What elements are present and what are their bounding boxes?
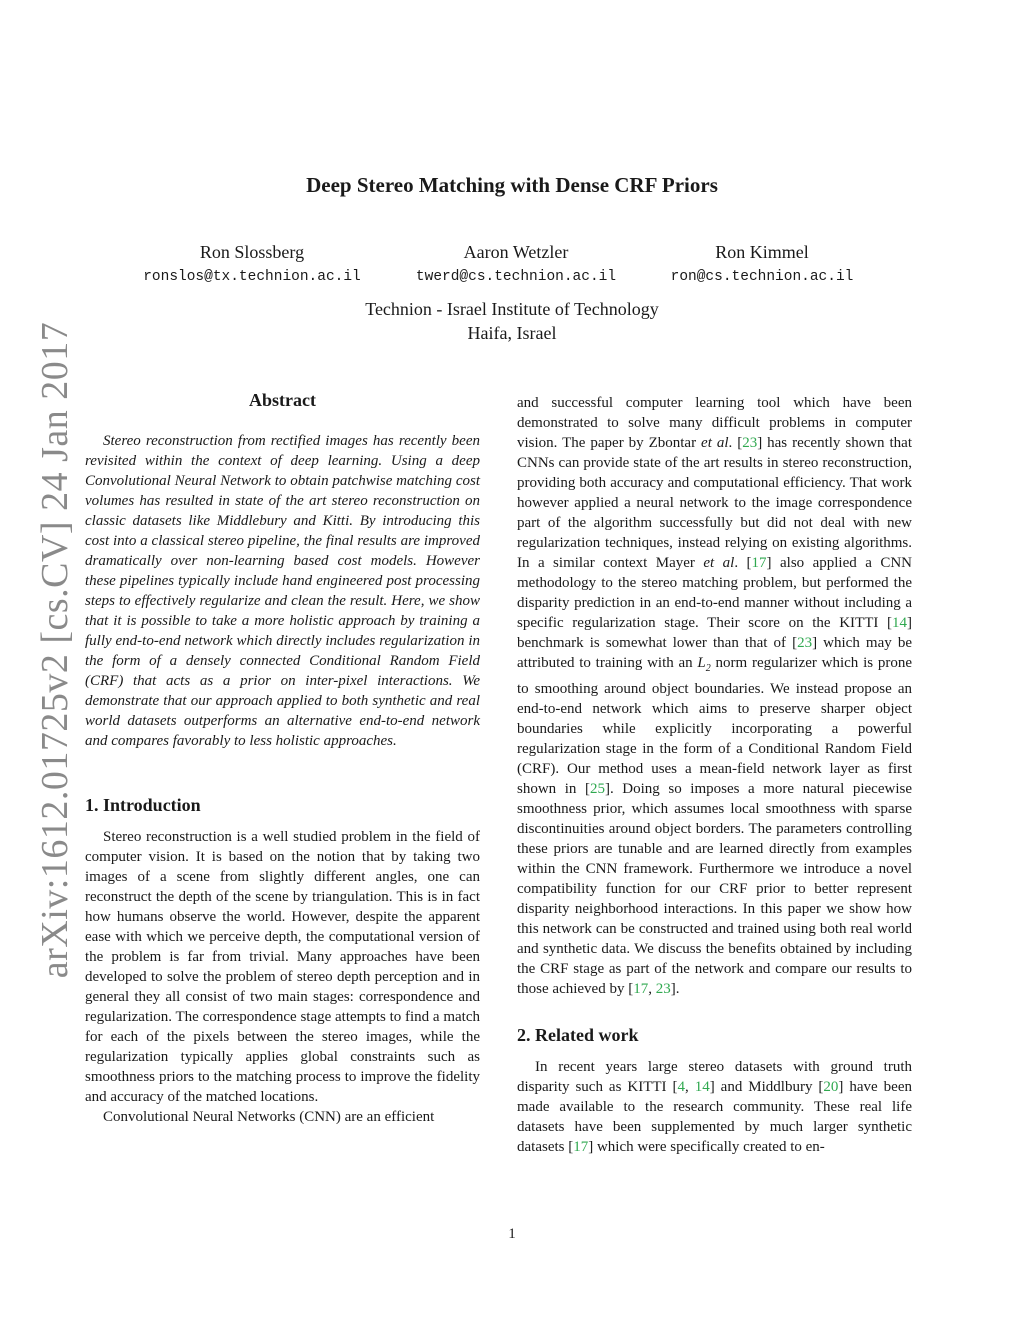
citation-link[interactable]: 14 [694, 1079, 710, 1095]
affiliation-institute: Technion - Israel Institute of Technology [365, 299, 659, 319]
author-name: Ron Kimmel [715, 242, 809, 262]
abstract-heading: Abstract [249, 390, 316, 410]
citation-link[interactable]: 17 [751, 555, 767, 571]
author-block [612, 241, 912, 287]
arxiv-stamp: arXiv:1612.01725v2 [cs.CV] 24 Jan 2017 [34, 321, 76, 979]
math-symbol: $L_2$ [697, 655, 711, 674]
page-number: 1 [508, 1226, 516, 1242]
citation-link[interactable]: 23 [797, 635, 813, 651]
section-heading-introduction: 1. Introduction [85, 795, 201, 815]
intro-paragraph: Convolutional Neural Networks (CNN) are an efficient [103, 1109, 435, 1125]
right-column [517, 393, 912, 1157]
author-email: ronslos@tx.technion.ac.il [143, 269, 361, 285]
author-email: twerd@cs.technion.ac.il [415, 269, 617, 285]
intro-paragraph-continued: and successful computer learning tool which have been demonstrated to solve many difficult problems in computer vision. The paper by Zbontar et al. [23] has recently shown that CNNs can provide state of the art results in stereo reconstruction, providing both accuracy and computational efficiency. That work however applied a neural network to the image correspondence part of the algorithm successfully but did not deal with new regularization techniques, instead relying on existing algorithms. In a similar context Mayer et al. [17] also applied a CNN methodology to the stereo matching problem, but performed the disparity prediction in an end-to-end manner without including a specific regularization stage. Their score on the KITTI [14] benchmark is somewhat lower than that of [23] which may be attributed to training with an $L_2$ norm regularizer which is prone to smoothing around object boundaries. We instead propose an end-to-end network which aims to preserve sharper object boundaries while explicitly incorporating a powerful regularization stage in the form of a Conditional Random Field (CRF). Our method uses a mean-field network layer as first shown in [25]. Doing so imposes a more natural piecewise smoothness prior, which assumes local smoothness with sparse discontinuities around object borders. The parameters controlling these priors are tunable and are learned directly from examples within the CNN framework. Furthermore we introduce a novel compatibility function for our CRF prior to better represent disparity neighborhood interactions. In this paper we show how this network can be constructed and trained using both real world and synthetic data. We discuss the benefits obtained by including the CRF stage as part of the network and compare our results to those achieved by [17, 23]. [517, 395, 912, 997]
citation-link[interactable]: 17 [633, 981, 649, 997]
abstract-text: Stereo reconstruction from rectified images has recently been revisited within the context of deep learning. Using a deep Convolutional Neural Network to obtain patchwise matching cost volumes has resulted in state of the art stereo reconstruction on classic datasets like Middlebury and Kitti. By introducing this cost into a classical stereo pipeline, the final results are improved dramatically over non-learning based cost models. However these pipelines typically include hand engineered post processing steps to effectively regularize and clean the result. Here, we show that it is possible to take a more holistic approach by training a fully end-to-end network which directly includes regularization in the form of a densely connected Conditional Random Field (CRF) that acts as a prior on inter-pixel interactions. We demonstrate that our approach applied to both synthetic and real world datasets outperforms an alternative end-to-end network and compares favorably to less holistic approaches. [85, 433, 480, 749]
author-name: Ron Slossberg [199, 242, 305, 262]
affiliation-location: Haifa, Israel [467, 323, 557, 343]
citation-link[interactable]: 23 [655, 981, 671, 997]
citation-link[interactable]: 17 [573, 1139, 589, 1155]
author-block [102, 241, 402, 287]
affiliation [0, 297, 1024, 345]
paper-title: Deep Stereo Matching with Dense CRF Priors [306, 173, 718, 197]
related-work-paragraph: In recent years large stereo datasets with ground truth disparity such as KITTI [4, 14] and Middlbury [20] have been made available to the research community. These real life datasets have been supplemented by much larger synthetic datasets [17] which were specifically created to en- [517, 1059, 912, 1155]
citation-link[interactable]: 4 [677, 1079, 685, 1095]
author-email: ron@cs.technion.ac.il [670, 269, 854, 285]
citation-link[interactable]: 20 [823, 1079, 839, 1095]
intro-paragraph: Stereo reconstruction is a well studied problem in the field of computer vision. It is based on the notion that by taking two images of a scene from slightly different angles, one can reconstruct the depth of the scene by triangulation. This is in fact how humans observe the world. However, despite the apparent ease with which we perceive depth, the computational version of the problem is far from trivial. Many approaches have been developed to solve the problem of stereo depth perception and in general they all consist of two main stages: correspondence and regularization. The correspondence stage attempts to find a match for each of the pixels between the stereo images, while the regularization typically applies global constraints such as smoothness priors to the matching process to improve the fidelity and accuracy of the matched locations. [85, 829, 480, 1105]
citation-link[interactable]: 25 [589, 781, 605, 797]
citation-link[interactable]: 14 [892, 615, 907, 631]
left-column [85, 390, 480, 1127]
author-name: Aaron Wetzler [463, 242, 569, 262]
section-heading-related-work: 2. Related work [517, 1025, 639, 1045]
citation-link[interactable]: 23 [742, 435, 758, 451]
